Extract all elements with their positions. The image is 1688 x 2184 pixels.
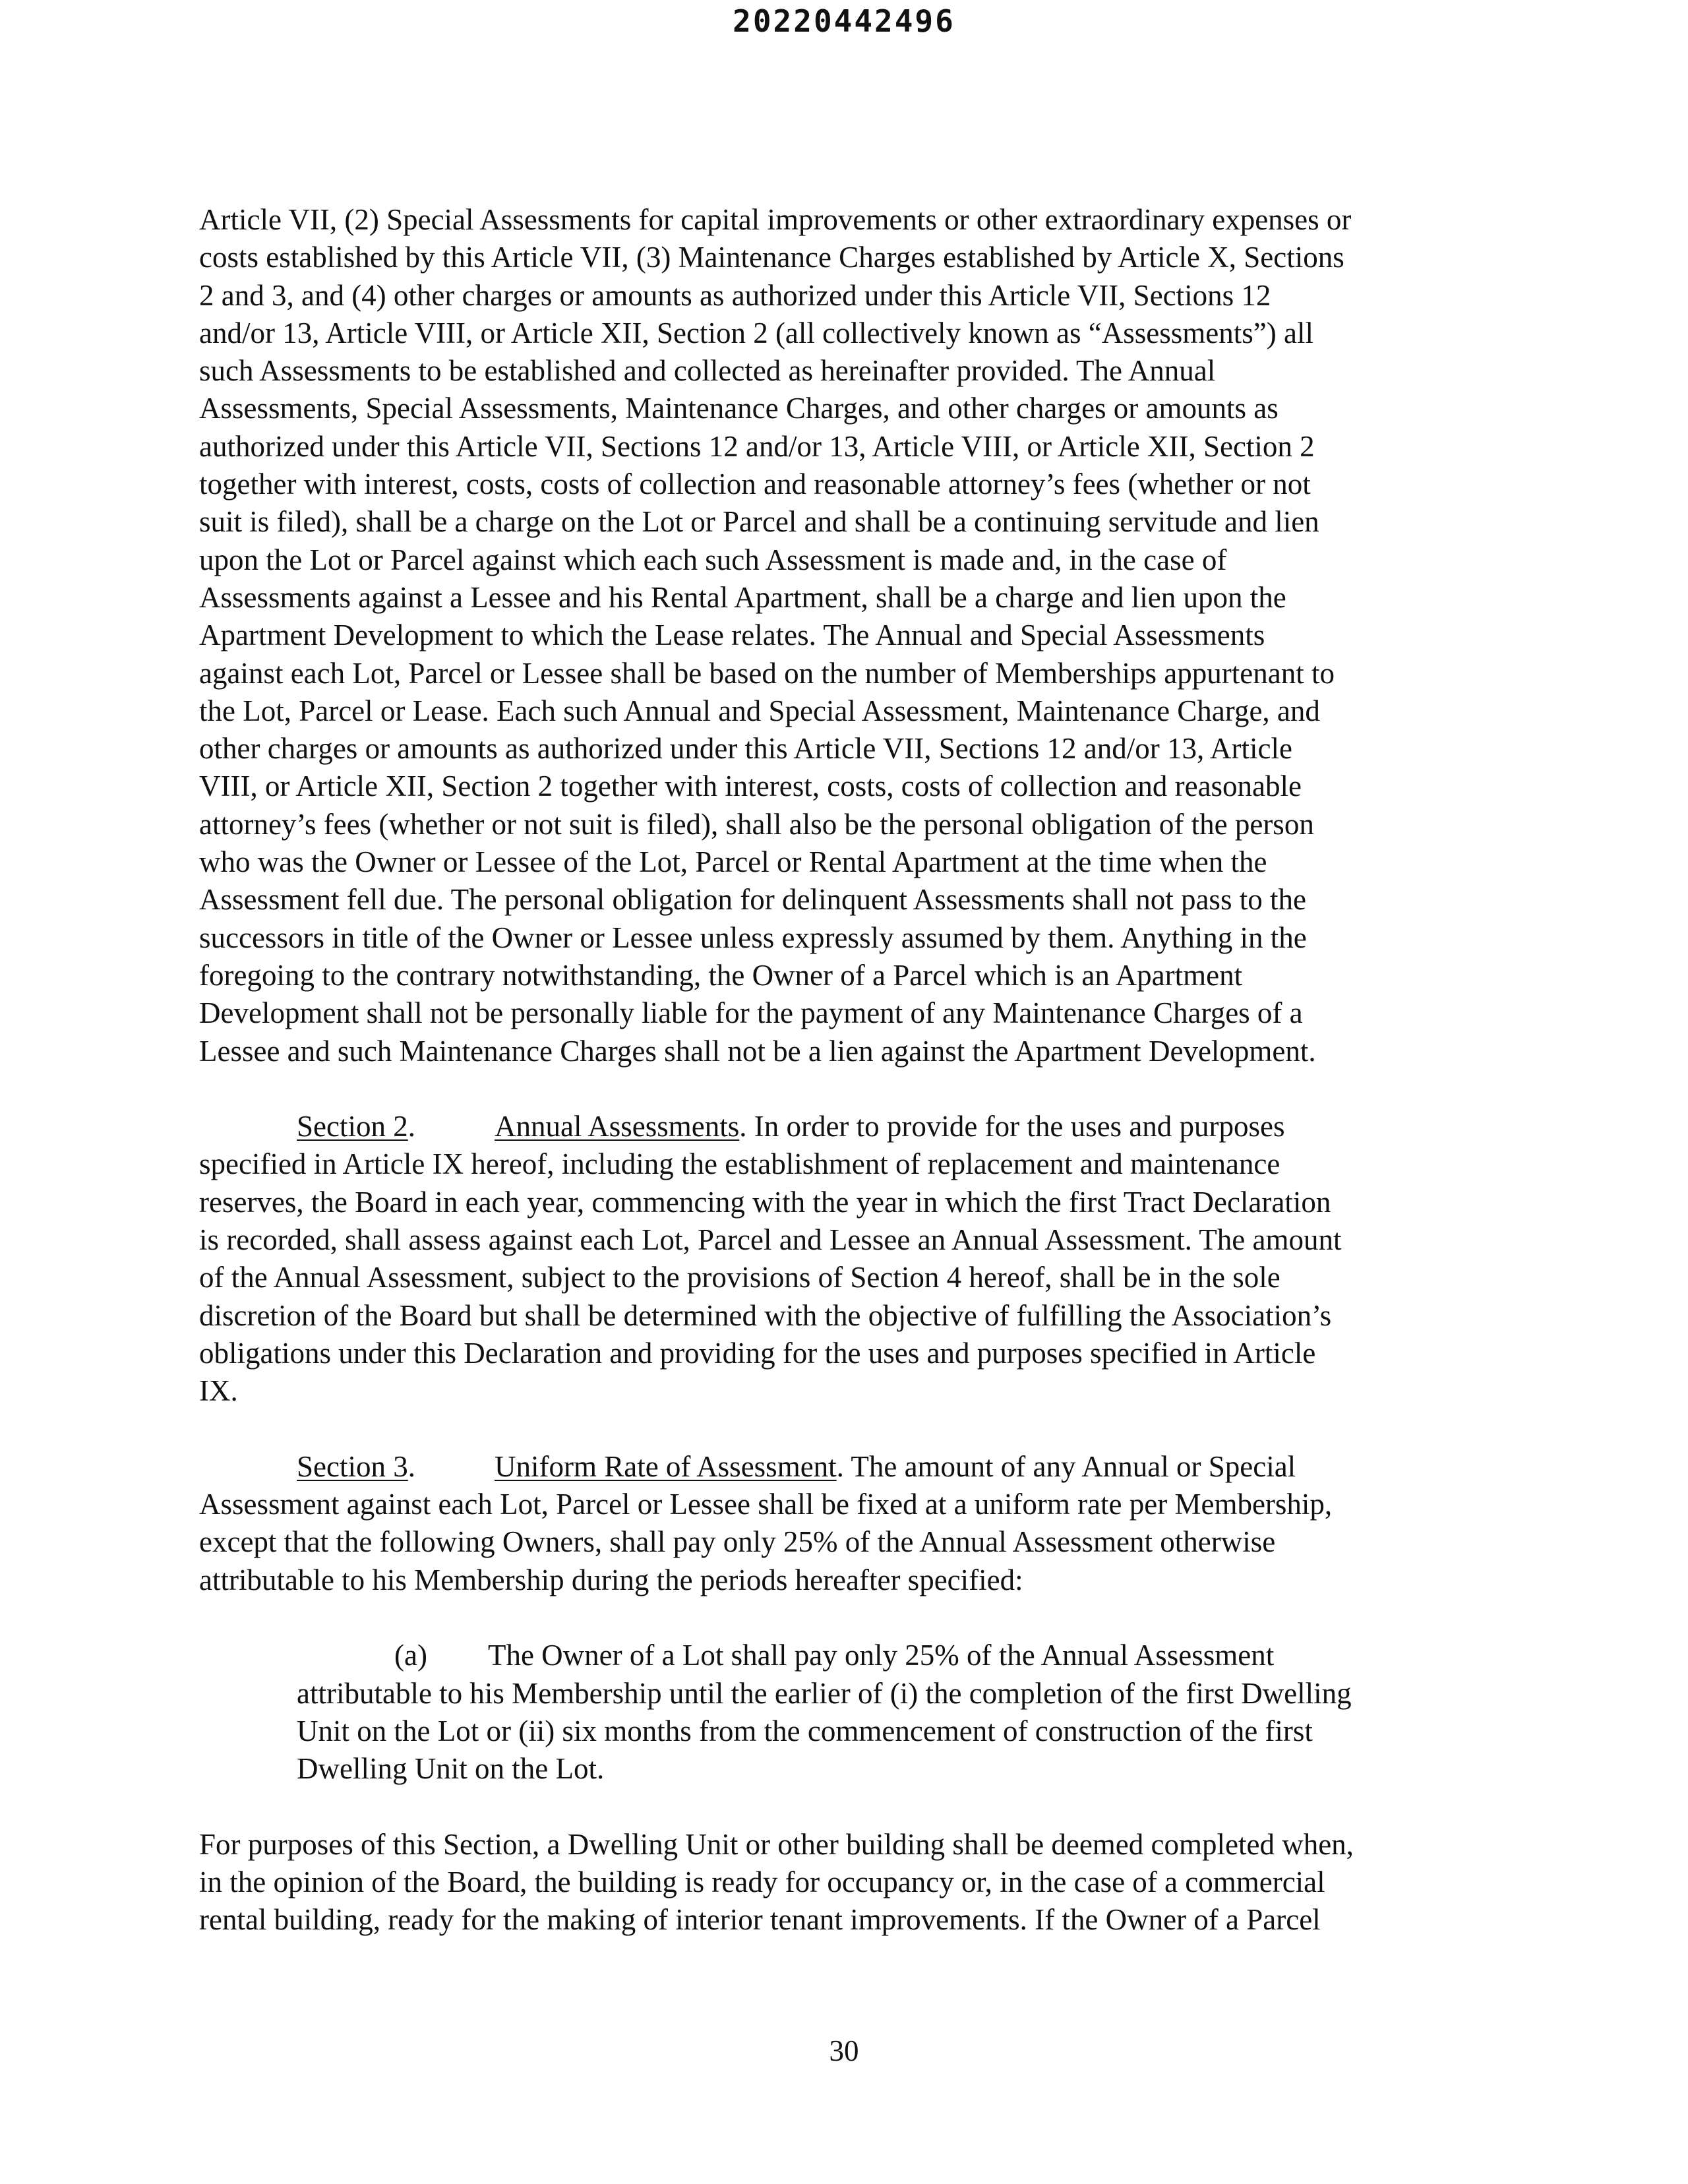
section-2-annual-assessments bbox=[199, 1108, 1482, 1410]
text-line: attorney’s fees (whether or not suit is filed), shall also be the personal obligation of the person bbox=[199, 807, 1314, 841]
section-2-first-line: In order to provide for the uses and purposes bbox=[754, 1110, 1285, 1143]
text-line: other charges or amounts as authorized under this Article VII, Sections 12 and/or 13, Article bbox=[199, 732, 1292, 766]
text-line: costs established by this Article VII, (3) Maintenance Charges established by Article X, Sections bbox=[199, 241, 1344, 274]
text-line: Apartment Development to which the Lease relates. The Annual and Special Assessments bbox=[199, 619, 1265, 652]
text-line: except that the following Owners, shall pay only 25% of the Annual Assessment otherwise bbox=[199, 1525, 1276, 1559]
paragraph-spacer bbox=[199, 1599, 1482, 1637]
text-line: reserves, the Board in each year, commencing with the year in which the first Tract Declaration bbox=[199, 1185, 1331, 1219]
text-line: Assessment against each Lot, Parcel or Lessee shall be fixed at a uniform rate per Membership, bbox=[199, 1488, 1333, 1521]
text-line: upon the Lot or Parcel against which each such Assessment is made and, in the case of bbox=[199, 543, 1227, 576]
text-line: IX. bbox=[199, 1374, 238, 1408]
text-line: authorized under this Article VII, Sections 12 and/or 13, Article VIII, or Article XII, Section 2 bbox=[199, 429, 1315, 463]
text-line: Assessments, Special Assessments, Maintenance Charges, and other charges or amounts as bbox=[199, 392, 1279, 425]
section-2-heading-line: Section 2. Annual Assessments. In order to provide for the uses and purposes bbox=[297, 1110, 1285, 1143]
text-line: VIII, or Article XII, Section 2 together with interest, costs, costs of collection and reasonable bbox=[199, 770, 1302, 803]
text-line: in the opinion of the Board, the building is ready for occupancy or, in the case of a commercial bbox=[199, 1866, 1325, 1899]
text-line: Development shall not be personally liable for the payment of any Maintenance Charges of a bbox=[199, 996, 1303, 1030]
text-line: discretion of the Board but shall be determined with the objective of fulfilling the Association’s bbox=[199, 1298, 1332, 1332]
text-line: against each Lot, Parcel or Lessee shall be based on the number of Memberships appurtenant to bbox=[199, 656, 1335, 690]
subsection-a-label: (a) bbox=[394, 1639, 427, 1672]
text-line: Unit on the Lot or (ii) six months from the commencement of construction of the first bbox=[297, 1714, 1313, 1747]
subsection-a-first-line bbox=[297, 1637, 1482, 1674]
text-line: successors in title of the Owner or Lessee unless expressly assumed by them. Anything in the bbox=[199, 921, 1307, 954]
document-body bbox=[199, 201, 1482, 1939]
text-line: the Lot, Parcel or Lease. Each such Annual and Special Assessment, Maintenance Charge, and bbox=[199, 694, 1320, 727]
text-line: obligations under this Declaration and providing for the uses and purposes specified in Article bbox=[199, 1336, 1316, 1370]
text-line: is recorded, shall assess against each Lot, Parcel and Lessee an Annual Assessment. The amount bbox=[199, 1223, 1342, 1257]
section-3-heading-line: Section 3. Uniform Rate of Assessment. The amount of any Annual or Special bbox=[297, 1449, 1296, 1483]
text-line: Dwelling Unit on the Lot. bbox=[297, 1752, 605, 1786]
text-line: of the Annual Assessment, subject to the provisions of Section 4 hereof, shall be in the sole bbox=[199, 1261, 1281, 1294]
text-line: specified in Article IX hereof, including the establishment of replacement and maintenance bbox=[199, 1147, 1281, 1181]
text-line: For purposes of this Section, a Dwelling Unit or other building shall be deemed completed when, bbox=[199, 1827, 1354, 1861]
paragraph-spacer bbox=[199, 1788, 1482, 1825]
text-line: and/or 13, Article VIII, or Article XII, Section 2 (all collectively known as “Assessments”) all bbox=[199, 316, 1313, 349]
section-2-number: Section 2 bbox=[297, 1110, 408, 1143]
text-line: foregoing to the contrary notwithstanding, the Owner of a Parcel which is an Apartment bbox=[199, 958, 1243, 992]
paragraph-spacer bbox=[199, 1070, 1482, 1108]
text-line: 2 and 3, and (4) other charges or amounts as authorized under this Article VII, Sections 12 bbox=[199, 278, 1271, 312]
document-number: 20220442496 bbox=[733, 3, 955, 39]
text-line: Article VII, (2) Special Assessments for capital improvements or other extraordinary expenses or bbox=[199, 203, 1352, 236]
text-line: attributable to his Membership during the periods hereafter specified: bbox=[199, 1563, 1023, 1596]
section-3-first-line: The amount of any Annual or Special bbox=[851, 1449, 1296, 1483]
paragraph-completion-definition bbox=[199, 1826, 1482, 1939]
section-3-uniform-rate bbox=[199, 1448, 1482, 1599]
text-line: Lessee and such Maintenance Charges shall not be a lien against the Apartment Development. bbox=[199, 1034, 1316, 1068]
text-line: who was the Owner or Lessee of the Lot, Parcel or Rental Apartment at the time when the bbox=[199, 845, 1267, 879]
section-3-number: Section 3 bbox=[297, 1449, 408, 1483]
section-3-title: Uniform Rate of Assessment bbox=[494, 1449, 837, 1483]
page-number: 30 bbox=[829, 2034, 859, 2067]
section-2-title: Annual Assessments bbox=[494, 1110, 740, 1143]
subsection-a bbox=[199, 1637, 1482, 1788]
text-line: Assessment fell due. The personal obligation for delinquent Assessments shall not pass to the bbox=[199, 883, 1306, 917]
paragraph-spacer bbox=[199, 1410, 1482, 1448]
text-line: rental building, ready for the making of interior tenant improvements. If the Owner of a Parcel bbox=[199, 1903, 1321, 1937]
text-line: Assessments against a Lessee and his Rental Apartment, shall be a charge and lien upon the bbox=[199, 580, 1286, 614]
text-line: suit is filed), shall be a charge on the Lot or Parcel and shall be a continuing servitude and lien bbox=[199, 505, 1319, 539]
text-line: attributable to his Membership until the earlier of (i) the completion of the first Dwelling bbox=[297, 1676, 1352, 1710]
text-line: such Assessments to be established and collected as hereinafter provided. The Annual bbox=[199, 354, 1216, 388]
text-line: together with interest, costs, costs of collection and reasonable attorney’s fees (whether or not bbox=[199, 468, 1311, 501]
paragraph-assessments-lien bbox=[199, 201, 1482, 1070]
subsection-a-text: The Owner of a Lot shall pay only 25% of the Annual Assessment bbox=[487, 1639, 1275, 1672]
